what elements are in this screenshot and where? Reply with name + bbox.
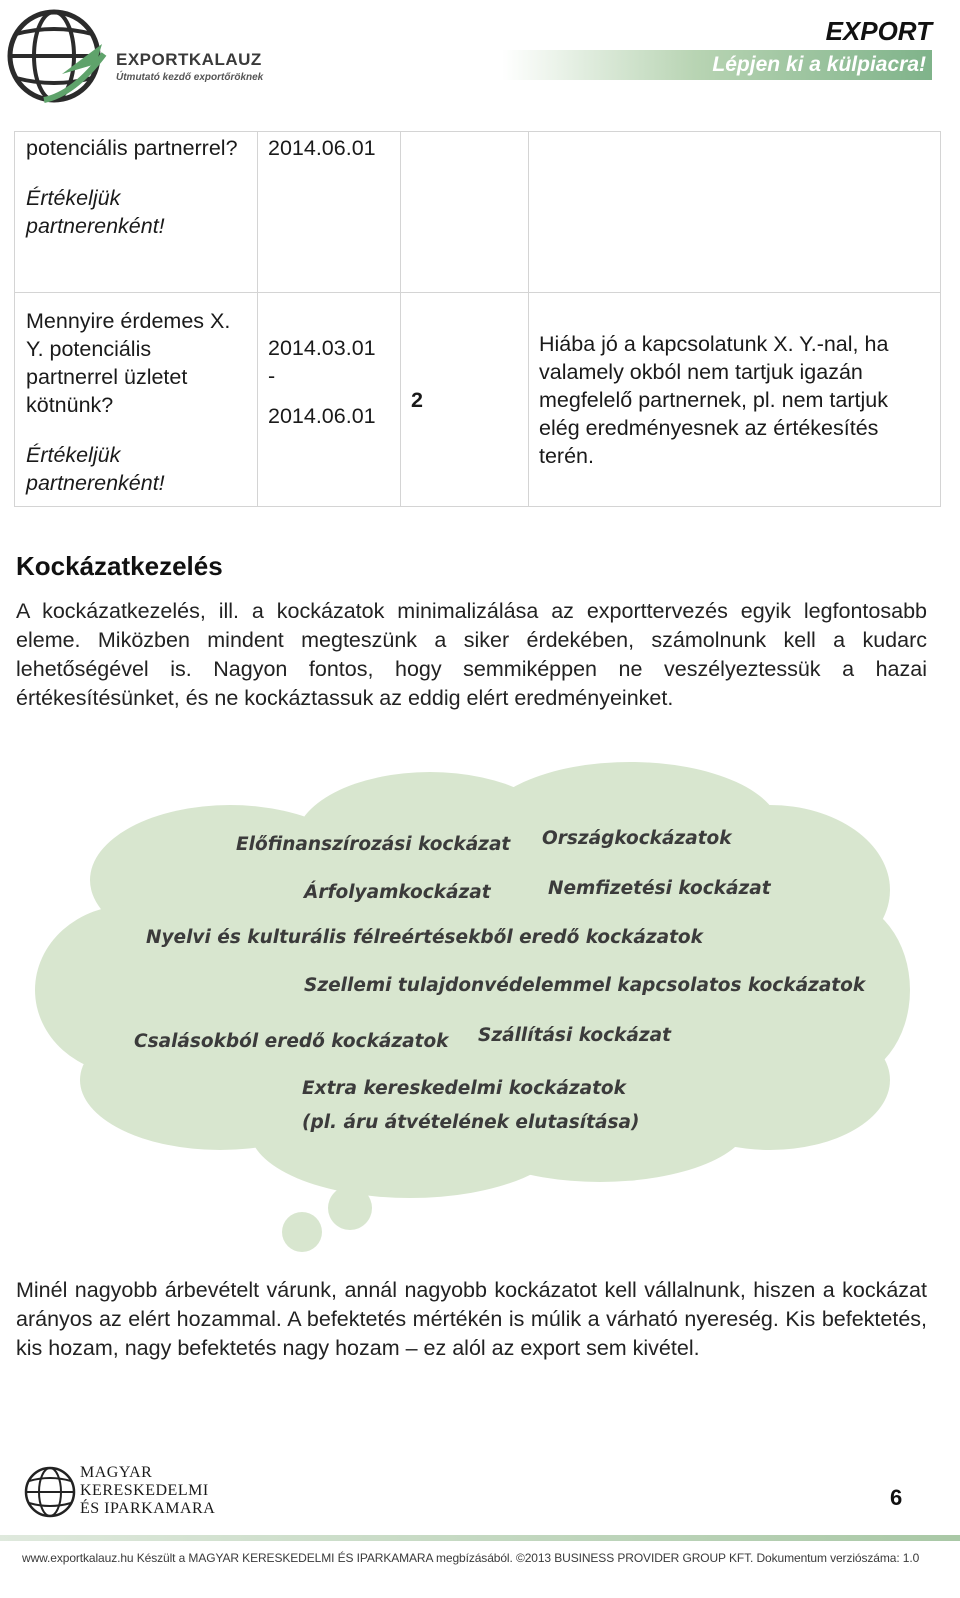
risk-label: Extra kereskedelmi kockázatok <box>302 1078 626 1099</box>
date-cell <box>258 293 401 507</box>
chamber-globe-icon <box>22 1464 78 1520</box>
risk-cloud <box>30 760 920 1260</box>
risk-label: Csalásokból eredő kockázatok <box>134 1031 449 1052</box>
comment-cell <box>529 132 941 293</box>
table-row <box>15 293 941 507</box>
risk-label: Szellemi tulajdonvédelemmel kapcsolatos kockázatok <box>304 975 866 996</box>
table-row <box>15 132 941 293</box>
question-note: Értékeljük partnerenként! <box>26 443 165 495</box>
risk-label: Árfolyamkockázat <box>304 882 491 903</box>
exportkalauz-logo[interactable] <box>4 4 274 108</box>
question-cell <box>15 132 258 293</box>
comment-cell: Hiába jó a kapcsolatunk X. Y.-nal, ha valamely okból nem tartjuk igazán megfelelő partnernek, pl. nem tartjuk elég eredményesnek az értékesítés terén. <box>529 293 941 507</box>
score-cell: 2 <box>401 293 529 507</box>
date-text: 2014.06.01 <box>268 136 376 160</box>
date-to: 2014.06.01 <box>268 404 376 428</box>
intro-paragraph: A kockázatkezelés, ill. a kockázatok minimalizálása az exporttervezés egyik legfontosabb eleme. Miközben mindent megteszünk a siker érdekében, számolnunk kell a kudarc lehetőségével is. Nagyon fontos, hogy semmiképpen ne veszélyeztessük a hazai értékesítésünket, és ne kockáztassuk az eddig elért eredményeinket. <box>16 599 927 710</box>
evaluation-table <box>14 131 941 507</box>
date-from: 2014.03.01 <box>268 336 376 360</box>
chamber-name: MAGYAR KERESKEDELMI ÉS IPARKAMARA <box>80 1464 216 1517</box>
date-cell <box>258 132 401 293</box>
slogan: Lépjen ki a külpiacra! <box>712 53 926 76</box>
risk-label: Nyelvi és kulturális félreértésekből eredő kockázatok <box>146 927 703 948</box>
date-separator: - <box>268 364 276 388</box>
logo-tagline: Útmutató kezdő exportőröknek <box>116 72 264 83</box>
question-cell <box>15 293 258 507</box>
globe-icon <box>4 4 108 108</box>
question-note: Értékeljük partnerenként! <box>26 186 165 238</box>
footer-text: www.exportkalauz.hu Készült a MAGYAR KERESKEDELMI ÉS IPARKAMARA megbízásából. ©2013 BUSINESS PROVIDER GROUP KFT. Dokumentum verziószáma: 1.0 <box>22 1551 920 1565</box>
page-number: 6 <box>890 1485 903 1510</box>
risk-label: Előfinanszírozási kockázat <box>236 834 511 855</box>
page-header <box>0 0 960 110</box>
question-text: potenciális partnerrel? <box>26 136 238 160</box>
section-title: Kockázatkezelés <box>16 551 223 581</box>
logo-name: EXPORTKALAUZ <box>116 50 262 69</box>
risk-label: Nemfizetési kockázat <box>548 878 771 899</box>
risk-label: (pl. áru átvételének elutasítása) <box>302 1112 640 1133</box>
risk-label: Szállítási kockázat <box>478 1025 671 1046</box>
score-cell <box>401 132 529 293</box>
chamber-logo[interactable] <box>22 1460 222 1522</box>
export-word: EXPORT <box>825 16 932 46</box>
question-text: Mennyire érdemes X. Y. potenciális partnerrel üzletet kötnünk? <box>26 309 231 417</box>
footer-divider <box>0 1535 960 1541</box>
outro-paragraph: Minél nagyobb árbevételt várunk, annál nagyobb kockázatot kell vállalnunk, hiszen a kockázat arányos az elért hozammal. A befektetés mértékén is múlik a várható nyereség. Kis befektetés, kis hozam, nagy befektetés nagy hozam – ez alól az export sem kivétel. <box>16 1278 927 1360</box>
risk-label: Országkockázatok <box>542 828 732 849</box>
